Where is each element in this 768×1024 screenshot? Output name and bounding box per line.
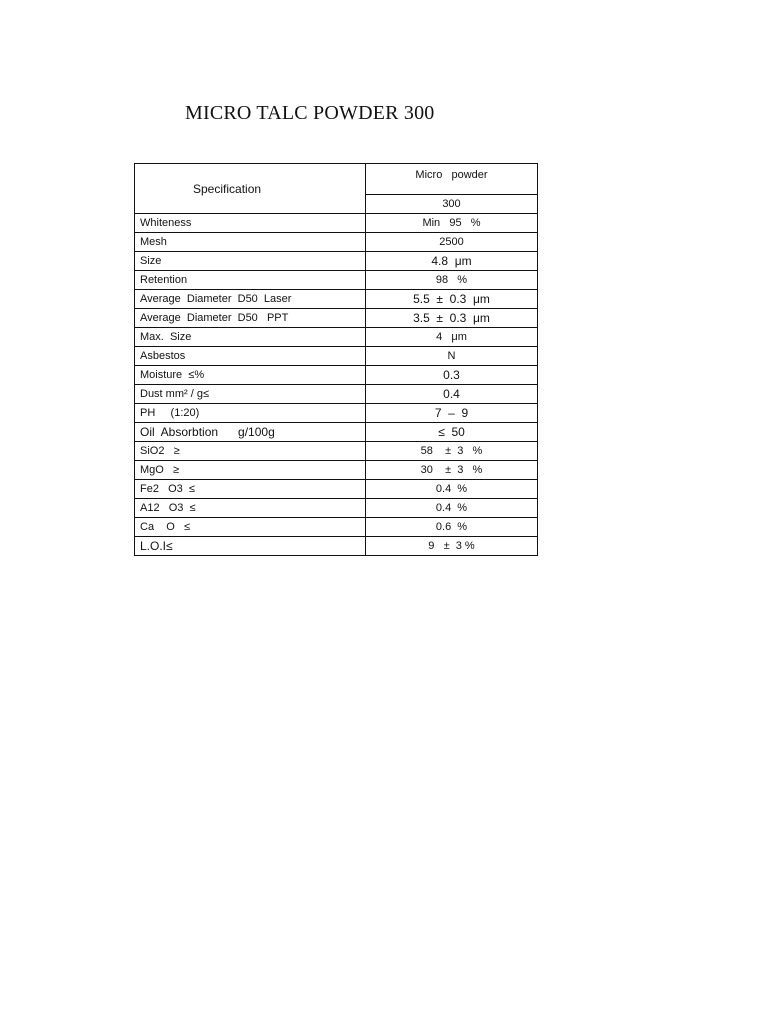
spec-value: 9 ± 3 % [366, 537, 538, 556]
table-row [135, 537, 538, 556]
spec-value: 5.5 ± 0.3 μm [366, 290, 538, 309]
table-row [135, 480, 538, 499]
table-row [135, 309, 538, 328]
spec-value: Min 95 % [366, 214, 538, 233]
spec-name: Moisture ≤% [135, 366, 366, 385]
spec-name: Fe2 O3 ≤ [135, 480, 366, 499]
table-row [135, 290, 538, 309]
spec-name: Average Diameter D50 PPT [135, 309, 366, 328]
table-row [135, 385, 538, 404]
spec-name: Oil Absorbtion g/100g [135, 423, 366, 442]
table-row [135, 366, 538, 385]
table-row [135, 252, 538, 271]
spec-value: N [366, 347, 538, 366]
table-row [135, 347, 538, 366]
spec-name: Max. Size [135, 328, 366, 347]
table-row [135, 423, 538, 442]
spec-value: 0.4 % [366, 499, 538, 518]
spec-value: 3.5 ± 0.3 μm [366, 309, 538, 328]
specification-table [134, 163, 538, 556]
spec-value: ≤ 50 [366, 423, 538, 442]
table-row [135, 518, 538, 537]
spec-name: A12 O3 ≤ [135, 499, 366, 518]
table-header-row [135, 164, 538, 195]
product-grade: 300 [366, 195, 538, 214]
spec-value: 0.4 [366, 385, 538, 404]
document-title: MICRO TALC POWDER 300 [185, 102, 435, 124]
table-row [135, 214, 538, 233]
table-row [135, 442, 538, 461]
spec-name: MgO ≥ [135, 461, 366, 480]
table-row [135, 499, 538, 518]
table-row [135, 328, 538, 347]
table-row [135, 404, 538, 423]
spec-value: 0.6 % [366, 518, 538, 537]
spec-name: PH (1:20) [135, 404, 366, 423]
spec-value: 98 % [366, 271, 538, 290]
spec-name: Ca O ≤ [135, 518, 366, 537]
spec-name: Whiteness [135, 214, 366, 233]
spec-value: 2500 [366, 233, 538, 252]
product-header: Micro powder [366, 164, 538, 195]
spec-value: 30 ± 3 % [366, 461, 538, 480]
table-row [135, 461, 538, 480]
spec-value: 7 – 9 [366, 404, 538, 423]
spec-name: Retention [135, 271, 366, 290]
spec-value: 0.3 [366, 366, 538, 385]
specification-header: Specification [135, 164, 366, 214]
spec-name: Asbestos [135, 347, 366, 366]
spec-name: Size [135, 252, 366, 271]
spec-value: 4.8 μm [366, 252, 538, 271]
spec-name: L.O.I≤ [135, 537, 366, 556]
spec-name: Average Diameter D50 Laser [135, 290, 366, 309]
spec-value: 4 μm [366, 328, 538, 347]
table-row [135, 233, 538, 252]
spec-value: 58 ± 3 % [366, 442, 538, 461]
spec-value: 0.4 % [366, 480, 538, 499]
spec-name: SiO2 ≥ [135, 442, 366, 461]
spec-name: Dust mm² / g≤ [135, 385, 366, 404]
table-row [135, 271, 538, 290]
spec-name: Mesh [135, 233, 366, 252]
